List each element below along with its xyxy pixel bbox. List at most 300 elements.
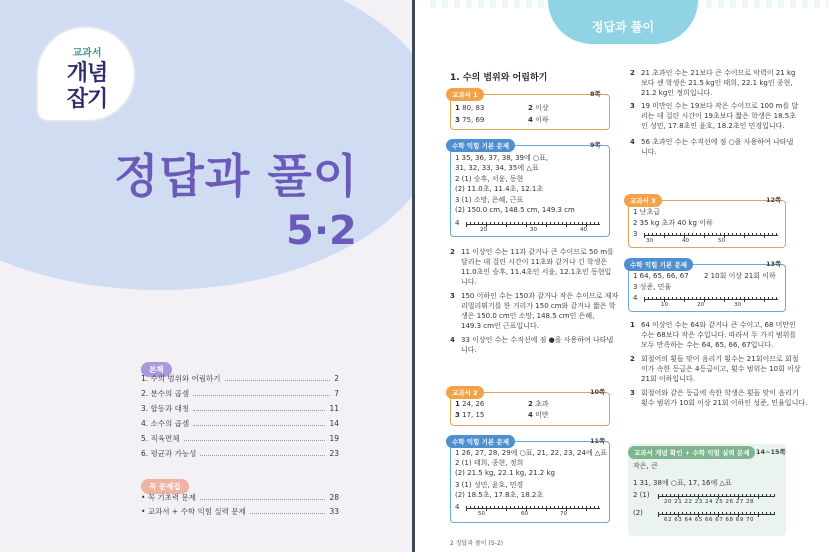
tick-mark [662, 512, 663, 515]
tick-mark [776, 297, 777, 300]
tick-mark [692, 233, 693, 236]
expl-line: 수는 68보다 작은 수입니다. 따라서 두 가지 범위를 [641, 331, 797, 339]
number-line [644, 299, 778, 300]
answer-line: (2) 18.5초, 17.8초, 18.2초 [455, 491, 544, 499]
tick-mark [498, 506, 499, 509]
tick-label: 60 [521, 511, 528, 517]
tick-mark [598, 506, 599, 509]
tick-mark [546, 506, 547, 511]
answer-line: 2 (1) 승후, 서윤, 동현 [455, 175, 524, 183]
tick-mark [518, 222, 519, 225]
tick-mark [768, 297, 769, 300]
box-page: 10쪽 [590, 388, 606, 396]
tick-mark [730, 494, 731, 497]
answer-line: 2 초과 [528, 400, 549, 408]
expl-line: 니다. [461, 346, 477, 354]
tick-mark [752, 297, 753, 300]
expl-num: 3 [630, 389, 635, 397]
tick-mark [726, 512, 727, 515]
tick-mark [656, 297, 657, 300]
tick-mark [582, 222, 583, 225]
tick-mark [690, 494, 691, 497]
tick-mark [696, 297, 697, 300]
tick-mark [558, 506, 559, 509]
number-line [658, 514, 774, 515]
tick-mark [722, 512, 723, 515]
tick-mark [658, 512, 659, 517]
box-tag: 교과서 1 [446, 88, 484, 101]
expl-num: 3 [450, 292, 455, 300]
answer-line: 1 35, 36, 37, 38, 39에 ○표, [455, 154, 549, 162]
tick-mark [674, 512, 675, 515]
tick-mark [706, 494, 707, 497]
tick-mark [692, 297, 693, 300]
tick-mark [562, 506, 563, 509]
tick-mark [762, 512, 763, 515]
tick-label: 10 [661, 302, 668, 308]
expl-line: 니다. [641, 148, 657, 156]
tick-mark [764, 297, 765, 302]
tick-mark [652, 233, 653, 236]
toc-extra-label: 꼭 문제집 [141, 474, 189, 494]
tick-mark [674, 494, 675, 497]
tick-mark [682, 494, 683, 497]
tick-mark [506, 222, 507, 227]
tick-mark [676, 297, 677, 300]
cover-title: 정답과 풀이 [114, 149, 359, 203]
tick-label: 30 [646, 238, 653, 244]
tick-mark [578, 222, 579, 225]
number-line [466, 508, 600, 509]
tick-mark [730, 512, 731, 515]
expl-line: 19 미만인 수는 19보다 작은 수이므로 100 m를 달 [641, 102, 799, 110]
tick-mark [742, 512, 743, 515]
toc-item[interactable]: 6. 평균과 가능성 23 [141, 449, 339, 458]
tick-mark [734, 512, 735, 515]
expl-line: 33 이상인 수는 수직선에 점 ●을 사용하여 나타냅 [461, 336, 614, 344]
tick-mark [740, 297, 741, 300]
tick-mark [502, 222, 503, 225]
tick-mark [582, 506, 583, 509]
expl-line: 이가 속한 등급은 4등급이고, 횟수 범위는 10회 이상 [641, 365, 801, 373]
tick-mark [470, 506, 471, 509]
tick-mark [712, 233, 713, 236]
box-page: 13쪽 [766, 260, 782, 268]
answer-line: 2 이상 [528, 104, 549, 112]
answer-line: 3 17, 15 [455, 411, 485, 419]
tick-mark [700, 297, 701, 300]
tick-mark [490, 222, 491, 225]
answer-line: 4 이하 [528, 116, 549, 124]
tick-mark [704, 297, 705, 302]
tick-mark [696, 233, 697, 236]
tick-mark [732, 233, 733, 236]
tick-mark [776, 233, 777, 236]
box-tag: 수학 익힘 기본 문제 [624, 258, 693, 271]
tick-mark [682, 512, 683, 515]
tick-mark [478, 222, 479, 225]
tick-mark [714, 512, 715, 515]
tick-mark [748, 233, 749, 236]
tick-mark [660, 297, 661, 300]
tick-mark [574, 506, 575, 509]
expl-line: 인 성민, 17.8초인 윤호, 18.2초인 민경입니다. [641, 122, 785, 130]
tick-mark [742, 494, 743, 497]
expl-line: 64 이상인 수는 64와 같거나 큰 수이고, 68 미만인 [641, 321, 796, 329]
tick-mark [744, 233, 745, 238]
tick-mark [760, 297, 761, 300]
tick-mark [590, 222, 591, 225]
tick-mark [530, 506, 531, 509]
answer-line: 작은, 큰 [633, 462, 658, 470]
tick-mark [550, 222, 551, 225]
toc-item[interactable]: 2. 분수의 곱셈 7 [141, 389, 339, 398]
toc-item[interactable]: 4. 소수의 곱셈 14 [141, 419, 339, 428]
tick-mark [680, 297, 681, 300]
tick-mark [542, 506, 543, 509]
number-line [644, 235, 778, 236]
tick-mark [772, 233, 773, 236]
tick-label: 70 [560, 511, 567, 517]
tick-mark [734, 494, 735, 497]
tick-mark [658, 494, 659, 499]
expl-num: 2 [630, 355, 635, 363]
tick-mark [522, 222, 523, 225]
expl-line: 생은 150.0 cm인 소망, 148.5 cm인 은혜, [461, 312, 595, 320]
tick-mark [676, 233, 677, 236]
tick-mark [558, 222, 559, 225]
tick-mark [550, 506, 551, 509]
tick-mark [518, 506, 519, 509]
expl-num: 4 [630, 138, 635, 146]
tick-mark [772, 297, 773, 300]
tick-mark [486, 506, 487, 511]
expl-num: 2 [450, 248, 455, 256]
expl-line: 150 이하인 수는 150과 같거나 작은 수이므로 제자 [461, 292, 619, 300]
tick-mark [570, 506, 571, 509]
tick-mark [542, 222, 543, 225]
tick-mark [716, 233, 717, 236]
tick-mark [666, 494, 667, 497]
tick-mark [538, 222, 539, 225]
tick-mark [566, 222, 567, 227]
expl-line: 회절어와 같은 등급에 속한 학생은 횟들 맞이 음리기 [641, 389, 799, 397]
answer-line: 1 64, 65, 66, 67 [633, 272, 689, 280]
answer-line: 3 (1) 성민, 윤호, 민경 [455, 481, 524, 489]
tick-mark [534, 506, 535, 509]
answer-line: 3 성준, 민율 [633, 283, 672, 291]
tick-label: 20 [480, 227, 487, 233]
tick-mark [688, 233, 689, 236]
answer-line: (2) 11.0초, 11.4초, 12.1초 [455, 185, 544, 193]
tick-mark [750, 494, 751, 497]
toc-main-label: 본책 [141, 357, 172, 377]
answer-line: 1 80, 83 [455, 104, 485, 112]
tick-mark [670, 494, 671, 497]
tick-mark [554, 506, 555, 509]
tick-label: 40 [580, 227, 587, 233]
box-tag: 수학 익힘 기본 문제 [446, 435, 515, 448]
tick-mark [684, 297, 685, 302]
tick-mark [522, 506, 523, 509]
answer-line: 1 24, 26 [455, 400, 485, 408]
tick-mark [760, 233, 761, 236]
tick-mark [478, 506, 479, 509]
number-line [466, 224, 600, 225]
tick-label: 30 [530, 227, 537, 233]
tick-mark [644, 233, 645, 238]
tick-mark [728, 297, 729, 300]
tick-mark [570, 222, 571, 225]
tick-mark [736, 297, 737, 300]
tick-mark [494, 222, 495, 225]
tick-mark [514, 506, 515, 509]
tick-mark [562, 222, 563, 225]
tick-label: 50 [718, 238, 725, 244]
answer-line: 3 75, 69 [455, 116, 485, 124]
box-tag: 교과서 개념 확인 + 수학 익힘 실력 문제 [628, 446, 755, 459]
page-divider [412, 0, 415, 552]
tick-mark [660, 233, 661, 236]
tick-label: 20 [697, 302, 704, 308]
expl-num: 1 [630, 321, 635, 329]
tick-mark [664, 233, 665, 238]
tick-mark [578, 506, 579, 509]
tick-mark [666, 512, 667, 515]
tick-mark [728, 233, 729, 236]
tick-mark [554, 222, 555, 225]
tick-mark [466, 506, 467, 511]
tick-labels-row: 62 63 64 65 66 67 68 69 70 [664, 517, 754, 523]
tick-mark [756, 233, 757, 236]
answer-line: 2 35 kg 초과 40 kg 이하 [633, 219, 713, 227]
tick-mark [756, 297, 757, 300]
answer-line: 4 [455, 219, 460, 227]
tick-mark [768, 233, 769, 236]
answer-line: (2) 21.5 kg, 22.1 kg, 21.2 kg [455, 469, 555, 477]
tick-mark [586, 506, 587, 511]
tick-label: 50 [478, 511, 485, 517]
tick-mark [706, 512, 707, 515]
tick-mark [736, 233, 737, 236]
tick-mark [708, 233, 709, 236]
tick-mark [770, 512, 771, 515]
tick-mark [748, 297, 749, 300]
tick-mark [690, 512, 691, 515]
toc-item[interactable]: 1. 수의 범위와 어림하기 2 [141, 374, 339, 383]
toc-item[interactable]: • 교과서 + 수학 익힘 실력 문제 33 [141, 507, 339, 516]
cover-grade: 5·2 [286, 208, 357, 254]
tick-label: 40 [682, 238, 689, 244]
tick-mark [704, 233, 705, 238]
tick-mark [466, 222, 467, 227]
tick-mark [714, 494, 715, 497]
expl-line: 11 이상인 수는 11과 같거나 큰 수이므로 50 m를 [461, 248, 614, 256]
expl-line: 21 초과인 수는 21보다 큰 수이므로 악력이 21 kg [641, 69, 796, 77]
tick-mark [686, 494, 687, 497]
tick-label: 30 [734, 302, 741, 308]
tick-mark [694, 494, 695, 497]
tick-mark [686, 512, 687, 515]
tick-mark [498, 222, 499, 225]
toc-item[interactable]: 3. 합동과 대칭 11 [141, 404, 339, 413]
tick-mark [720, 233, 721, 236]
expl-line: 149.3 cm인 근표입니다. [461, 322, 539, 330]
expl-line: 보다 센 학생은 21.5 kg인 태희, 22.1 kg인 종현, [641, 79, 793, 87]
expl-num: 4 [450, 336, 455, 344]
answer-line: 2 (1) 태희, 종현, 정희 [455, 459, 524, 467]
box-tag: 교과서 2 [446, 386, 484, 399]
tick-mark [662, 494, 663, 497]
expl-line: 회절어의 횟들 맞이 음리기 횟수는 21회이므로 회절 [641, 355, 799, 363]
tick-mark [482, 222, 483, 225]
expl-line: 모두 만족하는 수는 64, 65, 66, 67입니다. [641, 341, 774, 349]
tick-mark [574, 222, 575, 225]
answer-line: 3 (1) 소망, 은혜, 근표 [455, 196, 524, 204]
tick-mark [672, 233, 673, 236]
tick-mark [702, 494, 703, 497]
answer-line: 4 [633, 294, 638, 302]
tick-mark [712, 297, 713, 300]
tick-mark [470, 222, 471, 225]
tick-mark [774, 512, 775, 515]
tick-mark [740, 233, 741, 236]
answer-line: 4 미만 [528, 411, 549, 419]
box-page: 9쪽 [590, 141, 601, 149]
answer-line: 1 26, 27, 28, 29에 ○표, 21, 22, 23, 24에 △표 [455, 449, 608, 457]
tick-mark [702, 512, 703, 515]
expl-line: 21.2 kg인 정희입니다. [641, 89, 713, 97]
expl-line: 21회 이하입니다. [641, 375, 695, 383]
tick-mark [700, 233, 701, 236]
tick-mark [722, 494, 723, 497]
tick-mark [732, 297, 733, 300]
logo-small-text: 교과서 [72, 48, 102, 59]
tick-mark [534, 222, 535, 225]
tick-mark [766, 494, 767, 497]
expl-line: 횟수 범위가 10회 이상 21회 이하인 성준, 민율입니다. [641, 399, 808, 407]
tick-mark [530, 222, 531, 225]
tick-mark [546, 222, 547, 227]
tick-mark [762, 494, 763, 497]
number-line [658, 496, 774, 497]
tick-mark [680, 233, 681, 236]
tick-mark [648, 297, 649, 300]
tick-mark [590, 506, 591, 509]
answer-line: 1 31, 38에 ○표, 17, 16에 △표 [633, 479, 732, 487]
box-page: 12쪽 [766, 196, 782, 204]
expl-line: 56 초과인 수는 수직선에 점 ○을 사용하여 나타냅 [641, 138, 794, 146]
box-tag: 교과서 3 [624, 194, 662, 207]
tick-mark [746, 512, 747, 515]
answer-line: 4 [455, 503, 460, 511]
expl-line: 리는 데 걸린 시간이 19초보다 짧은 학생은 18.5초 [641, 112, 797, 120]
tick-mark [494, 506, 495, 509]
tick-mark [594, 506, 595, 509]
tick-mark [688, 297, 689, 300]
box-page: 8쪽 [590, 90, 601, 98]
answer-line: 2 10회 이상 21회 이하 [704, 272, 776, 280]
expl-num: 2 [630, 69, 635, 77]
page-footer: 2 정답과 풀이 (5-2) [450, 540, 504, 547]
tick-mark [510, 506, 511, 509]
tick-mark [752, 233, 753, 236]
box-tag: 수학 익힘 기본 문제 [446, 139, 515, 152]
expl-line: 니다. [461, 278, 477, 286]
expl-line: 리멀리뛰기를 한 거리가 150 cm와 같거나 짧은 학 [461, 302, 616, 310]
tick-mark [694, 512, 695, 515]
tick-mark [764, 233, 765, 238]
tick-mark [482, 506, 483, 509]
tick-mark [770, 494, 771, 497]
tick-mark [668, 297, 669, 300]
tick-labels-row: 20 21 22 23 24 25 26 27 28 [664, 499, 754, 505]
expl-line: 11.0초인 승후, 11.4초인 서윤, 12.1초인 동현입 [461, 268, 612, 276]
header-title: 정답과 풀이 [591, 20, 655, 34]
tick-mark [716, 297, 717, 300]
tick-mark [672, 297, 673, 300]
answer-line: (2) [633, 509, 643, 517]
tick-mark [670, 512, 671, 515]
tick-mark [490, 506, 491, 509]
tick-mark [474, 506, 475, 509]
tick-mark [598, 222, 599, 225]
tick-mark [710, 494, 711, 497]
tick-mark [514, 222, 515, 225]
tick-mark [754, 512, 755, 515]
tick-mark [766, 512, 767, 515]
tick-mark [750, 512, 751, 515]
cover-page [0, 0, 412, 552]
tick-mark [668, 233, 669, 236]
logo-line1: 개념 [66, 61, 108, 86]
tick-mark [652, 297, 653, 300]
tick-mark [708, 297, 709, 300]
answer-line: 31, 32, 33, 34, 35에 △표 [455, 164, 539, 172]
answer-line: 3 [633, 230, 638, 238]
box-page: 14~15쪽 [756, 448, 786, 456]
tick-mark [754, 494, 755, 497]
answer-line: (2) 150.0 cm, 148.5 cm, 149.3 cm [455, 206, 575, 214]
tick-mark [720, 297, 721, 300]
tick-mark [526, 222, 527, 227]
tick-mark [510, 222, 511, 225]
tick-mark [656, 233, 657, 236]
tick-mark [710, 512, 711, 515]
answer-line: 2 (1) [633, 491, 650, 499]
logo-line2: 잡기 [66, 87, 108, 112]
tick-mark [474, 222, 475, 225]
tick-mark [502, 506, 503, 509]
expl-line: 달리는 데 걸린 시간이 11초와 같거나 긴 학생은 [461, 258, 608, 266]
tick-mark [774, 494, 775, 497]
tick-mark [746, 494, 747, 497]
answer-line: 1 난초급 [633, 208, 660, 216]
tick-mark [644, 297, 645, 302]
expl-num: 3 [630, 102, 635, 110]
toc-item[interactable]: 5. 직육면체 19 [141, 434, 339, 443]
box-page: 11쪽 [590, 437, 606, 445]
tick-mark [506, 506, 507, 511]
toc-item[interactable]: • 꼭 기초력 문제 28 [141, 493, 339, 502]
tick-mark [726, 494, 727, 497]
tick-mark [724, 297, 725, 302]
tick-mark [648, 233, 649, 236]
tick-mark [744, 297, 745, 302]
section-title: 1. 수의 범위와 어림하기 [450, 73, 548, 83]
tick-mark [594, 222, 595, 225]
tick-mark [538, 506, 539, 509]
